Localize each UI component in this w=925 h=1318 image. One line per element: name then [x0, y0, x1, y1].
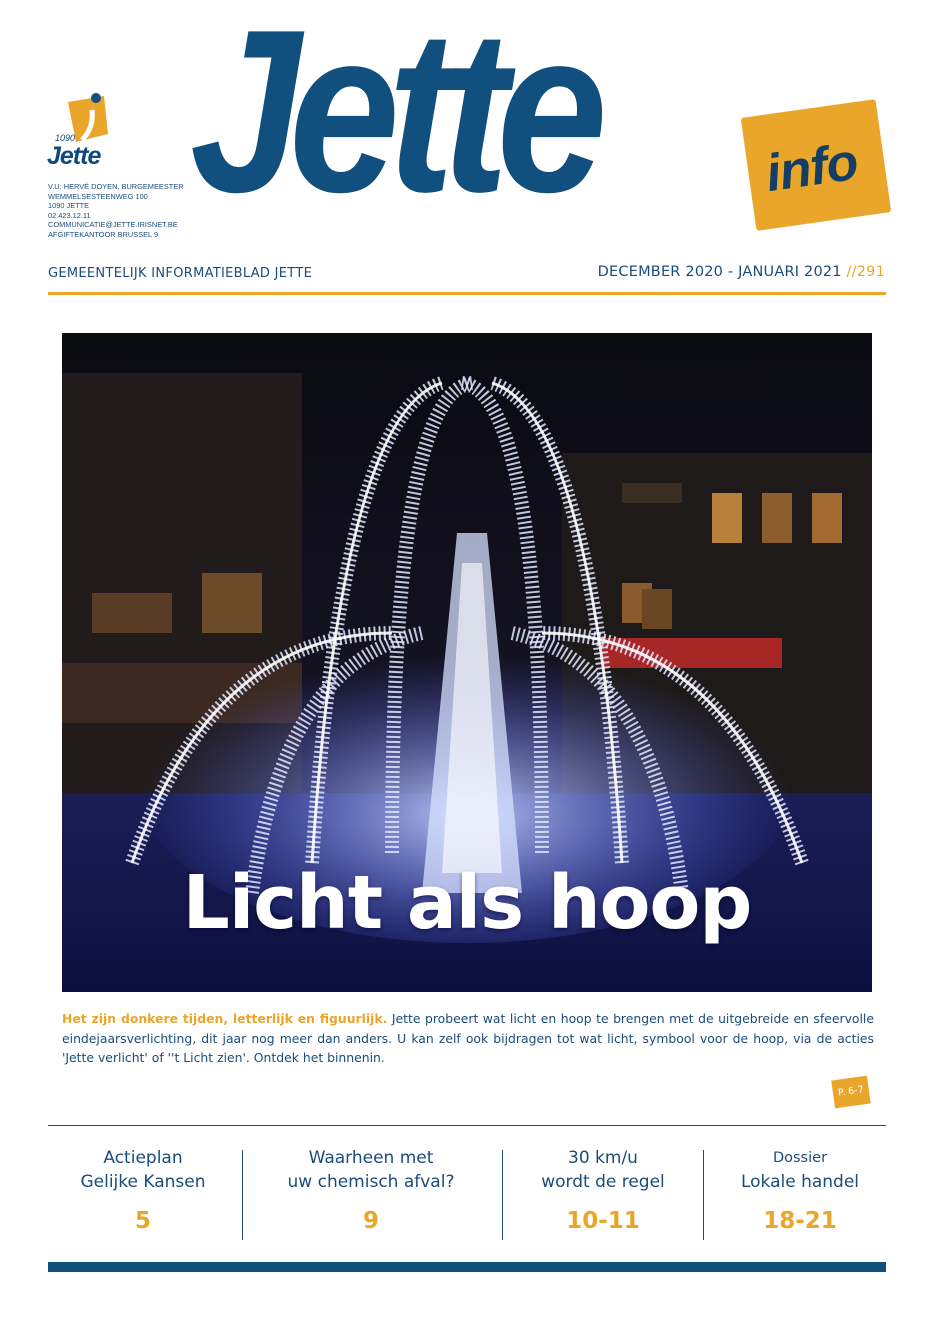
info-badge-text: info	[762, 132, 861, 204]
intro-body: Jette probeert wat licht en hoop te brengen met de uitgebreide en sfeervolle eindejaarsverlichting, dit jaar nog meer dan anders. U kan zelf ook bijdragen tot wat licht, symbool voor de hoop, via de acties 'Jette verlicht' of ''t Licht zien'. Ontdek het binnenin.	[62, 1011, 874, 1065]
issue-date-text: DECEMBER 2020 - JANUARI 2021	[597, 264, 842, 280]
issue-number: //291	[846, 264, 885, 280]
issue-date	[598, 264, 885, 280]
teaser-lokale-handel[interactable]	[712, 1146, 888, 1234]
teaser-title-line: 30 km/u	[568, 1148, 638, 1168]
address-line: COMMUNICATIE@JETTE.IRISNET.BE	[48, 220, 178, 230]
teaser-page-number: 10-11	[566, 1208, 640, 1234]
section-divider	[48, 1125, 886, 1126]
address-line: WEMMELSESTEENWEG 100	[48, 191, 148, 201]
cover-headline: Licht als hoop	[182, 860, 752, 946]
teaser-title-line: wordt de regel	[541, 1172, 665, 1192]
address-line: V.U: HERVÉ DOYEN, BURGEMEESTER	[48, 182, 184, 191]
address-line: 1090 JETTE	[48, 201, 90, 211]
footer-bar	[48, 1262, 886, 1272]
intro-lead: Het zijn donkere tijden, letterlijk en figuurlijk.	[62, 1011, 388, 1026]
teaser-divider	[502, 1150, 503, 1240]
address-line: AFGIFTEKANTOOR BRUSSEL 9	[48, 229, 159, 239]
teaser-30-kmu[interactable]	[510, 1146, 696, 1234]
page-reference-tag[interactable]: P. 6-7	[831, 1076, 871, 1109]
logo-year: 1090	[55, 133, 76, 143]
address-line: 02.423.12.11	[48, 210, 91, 220]
teaser-title-line: Lokale handel	[740, 1172, 860, 1192]
header-rule	[48, 292, 886, 295]
teaser-page-number: 18-21	[763, 1208, 837, 1234]
teaser-actieplan[interactable]	[48, 1146, 238, 1234]
teaser-divider	[242, 1150, 243, 1240]
teaser-page-number: 5	[134, 1208, 151, 1234]
teaser-title-line: Dossier	[772, 1150, 828, 1166]
teaser-divider	[703, 1150, 704, 1240]
teaser-title-line: Actieplan	[103, 1148, 183, 1168]
teaser-chemisch-afval[interactable]	[262, 1146, 480, 1234]
teaser-title-line: Gelijke Kansen	[80, 1172, 206, 1192]
intro-paragraph	[62, 1009, 874, 1068]
logo-wordmark: Jette	[47, 142, 101, 170]
teaser-title-line: uw chemisch afval?	[287, 1172, 455, 1192]
publication-subtitle: GEMEENTELIJK INFORMATIEBLAD JETTE	[48, 266, 313, 281]
masthead-title: Jette	[190, 0, 596, 241]
teaser-page-number: 9	[362, 1208, 379, 1234]
teaser-title-line: Waarheen met	[308, 1148, 434, 1168]
